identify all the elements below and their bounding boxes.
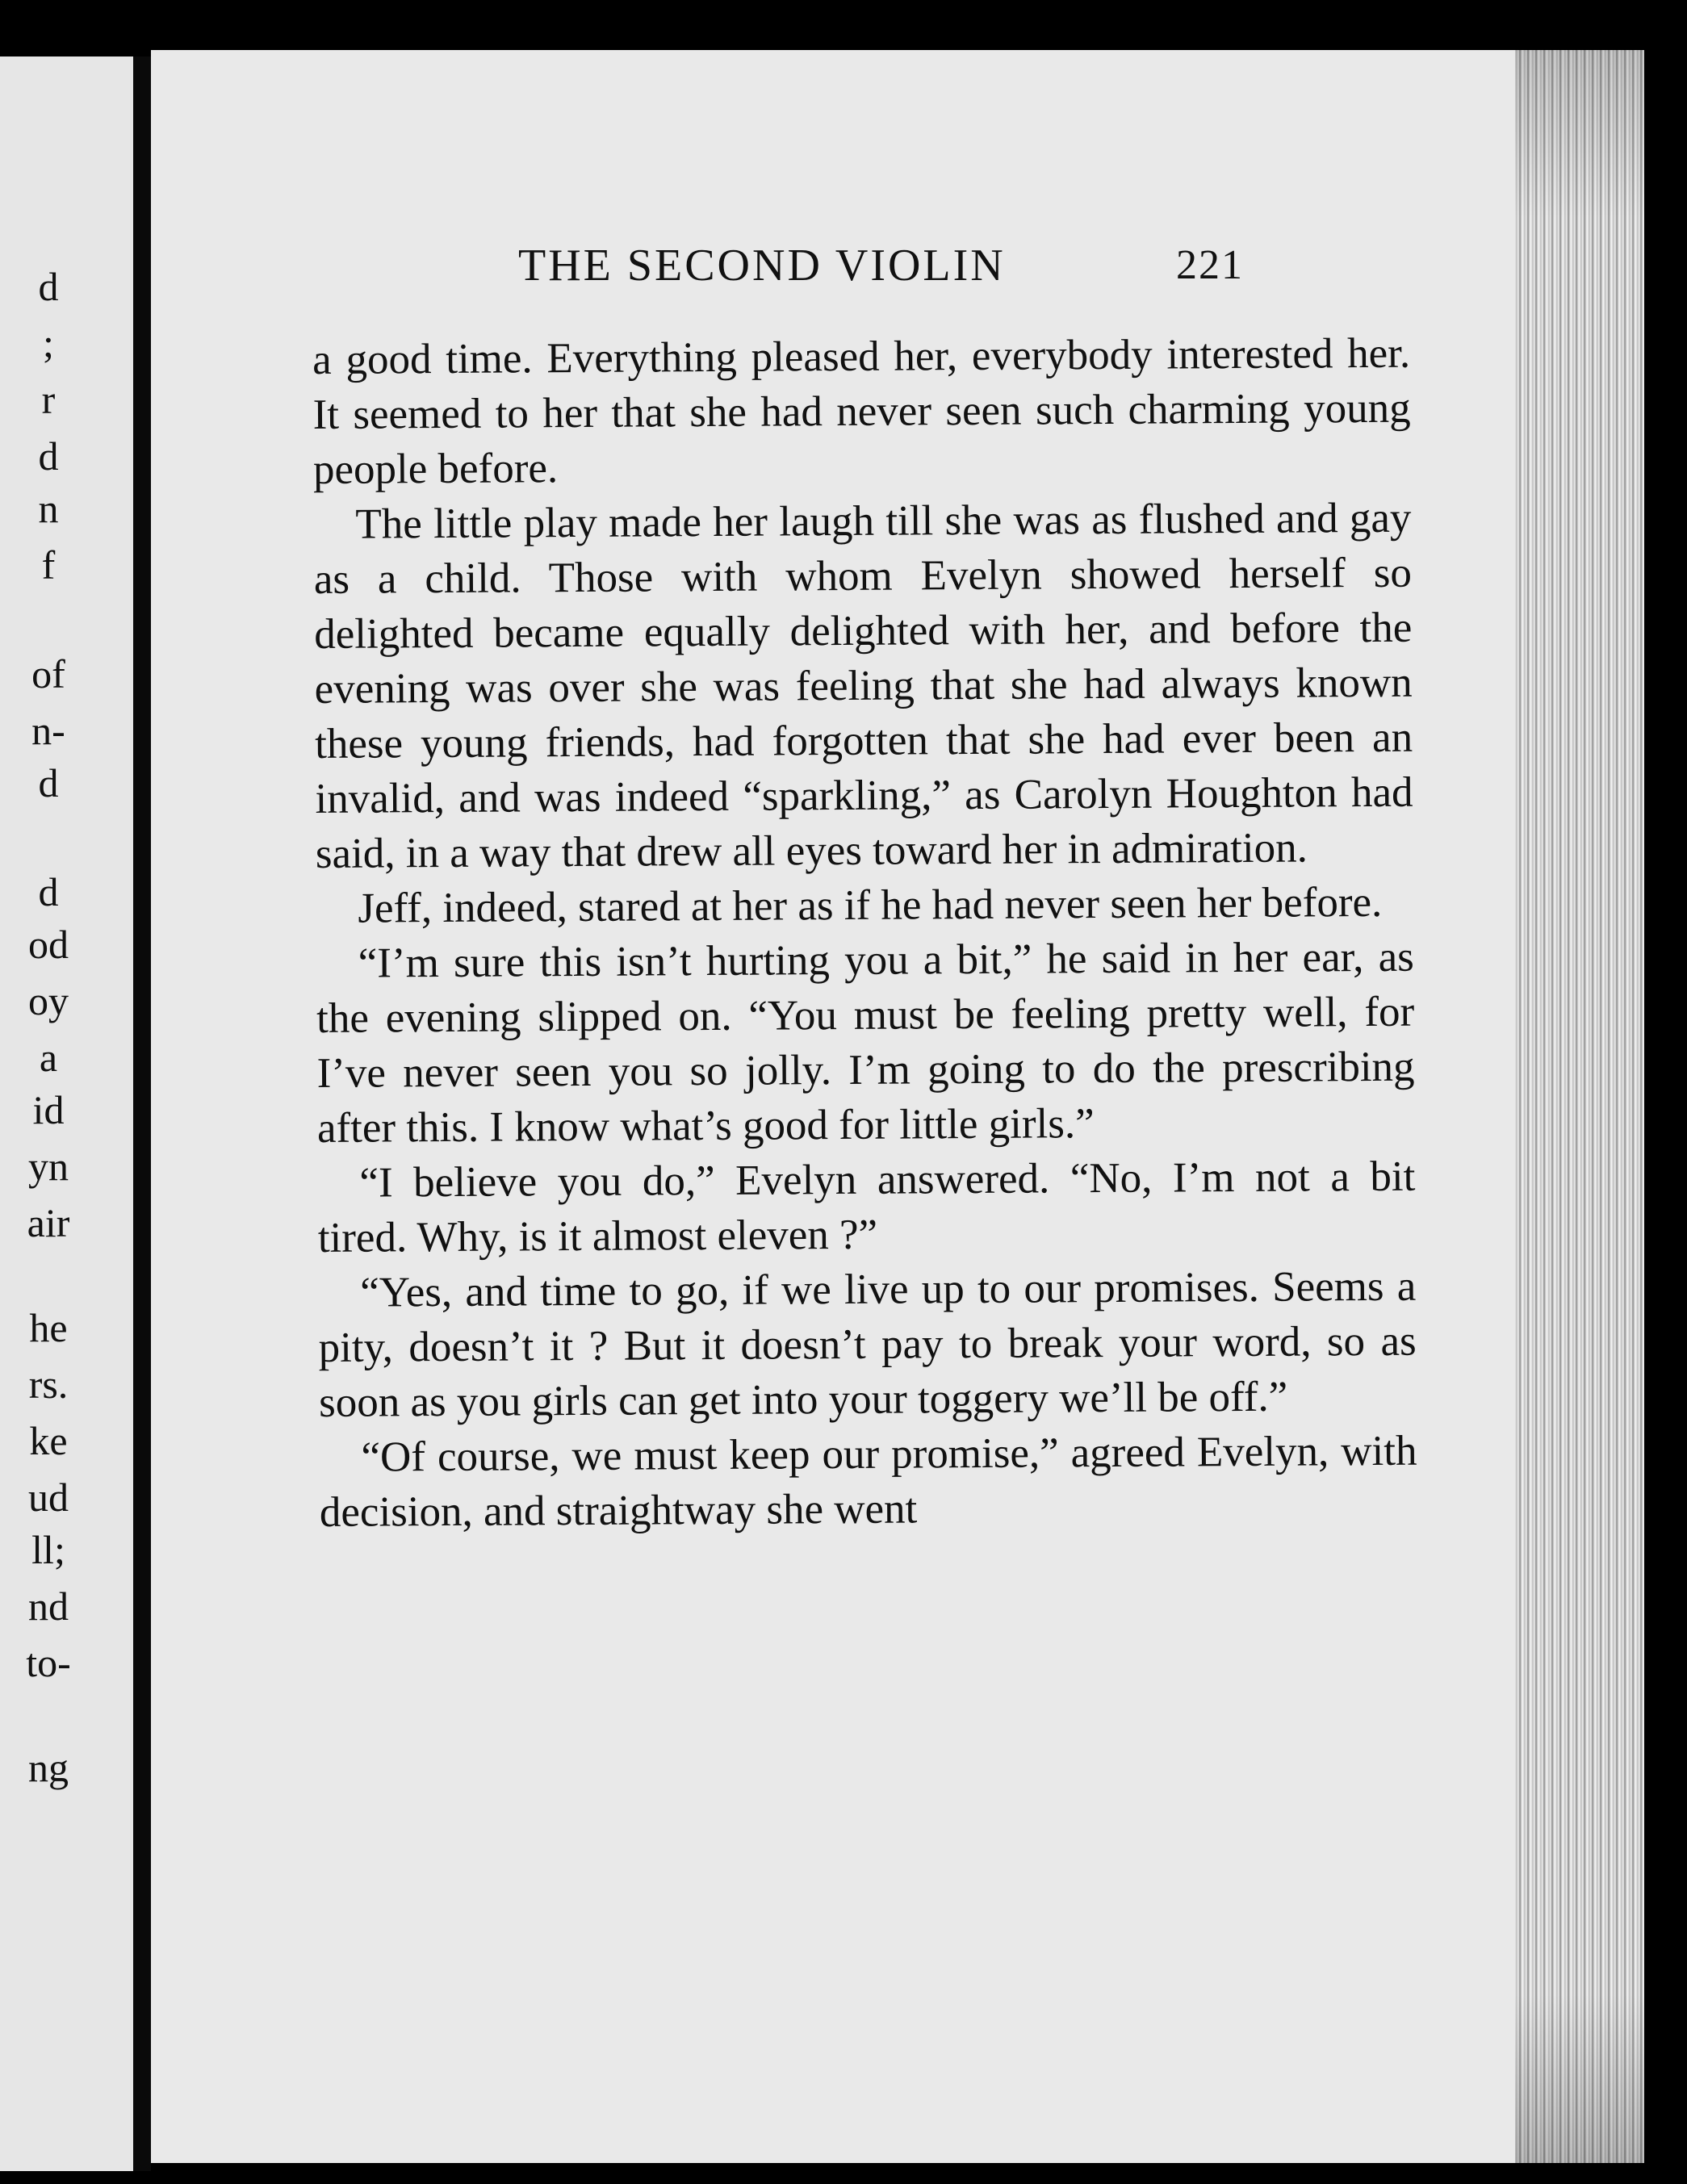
paragraph: “Of course, we must keep our promise,” agreed Evelyn, with decision, and straightway she went xyxy=(319,1427,1417,1536)
previous-page-fragment: d xyxy=(38,869,59,914)
previous-page-fragment: ; xyxy=(43,320,54,366)
previous-page-fragment: to- xyxy=(26,1640,71,1685)
previous-page-fragment: oy xyxy=(28,978,69,1023)
page-number: 221 xyxy=(1176,242,1244,288)
paragraph: “I’m sure this isn’t hurting you a bit,” he said in her ear, as the evening slipped on. “You must be feeling pretty well, for I’ve never seen you so jolly. I’m going to do the prescribing after this. I know what’s good for little girls.” xyxy=(316,933,1415,1152)
previous-page-fragment: n xyxy=(38,486,59,531)
paragraph: The little play made her laugh till she was as flushed and gay as a child. Those with whom Evelyn showed herself so delighted became equally delighted with her, and before the evening was over she was feeling that she had always known these young friends, had forgotten that she had ever been an invalid, and was indeed “sparkling,” as Carolyn Houghton had said, in a way that drew all eyes toward her in admiration. xyxy=(313,494,1413,877)
paragraph: a good time. Everything pleased her, everybody interested her. It seemed to her that she had never seen such charming young people before. xyxy=(312,329,1411,493)
previous-page-fragment: od xyxy=(28,922,69,967)
page-block-edges xyxy=(1515,50,1644,2163)
paragraph: “Yes, and time to go, if we live up to our promises. Seems a pity, doesn’t it ? But it doesn’t pay to break your word, so as soon as you girls can get into your toggery we’ll be off.” xyxy=(318,1262,1417,1426)
previous-page-fragment: r xyxy=(41,377,56,422)
paragraph: “I believe you do,” Evelyn answered. “No, I’m not a bit tired. Why, is it almost eleven ?” xyxy=(317,1153,1416,1261)
previous-page-fragment: rs. xyxy=(28,1362,69,1407)
previous-page-fragment: air xyxy=(27,1200,70,1245)
previous-page-line-endings xyxy=(0,56,133,2171)
body-text xyxy=(312,326,1417,1540)
previous-page-fragment: he xyxy=(29,1305,68,1350)
previous-page-fragment: ud xyxy=(28,1475,69,1520)
previous-page-fragment: nd xyxy=(28,1584,69,1629)
previous-page-fragment: ke xyxy=(29,1418,68,1463)
page-header xyxy=(151,191,1515,291)
previous-page-fragment: id xyxy=(32,1087,65,1132)
previous-page-fragment: ll; xyxy=(31,1527,65,1572)
previous-page-fragment: ng xyxy=(28,1745,69,1790)
previous-page-fragment: d xyxy=(38,264,59,309)
previous-page-fragment: yn xyxy=(28,1144,69,1189)
previous-page-fragment: of xyxy=(31,651,65,697)
previous-page-fragment: f xyxy=(41,542,56,588)
previous-page-fragment: d xyxy=(38,760,59,805)
book-page xyxy=(151,50,1515,2163)
book-gutter xyxy=(133,56,151,2171)
paragraph: Jeff, indeed, stared at her as if he had never seen her before. xyxy=(358,878,1383,932)
previous-page-fragment: d xyxy=(38,433,59,479)
previous-page-edge xyxy=(0,56,133,2171)
running-title: THE SECOND VIOLIN xyxy=(518,241,1006,291)
previous-page-fragment: a xyxy=(39,1035,58,1080)
previous-page-fragment: n- xyxy=(31,708,65,753)
